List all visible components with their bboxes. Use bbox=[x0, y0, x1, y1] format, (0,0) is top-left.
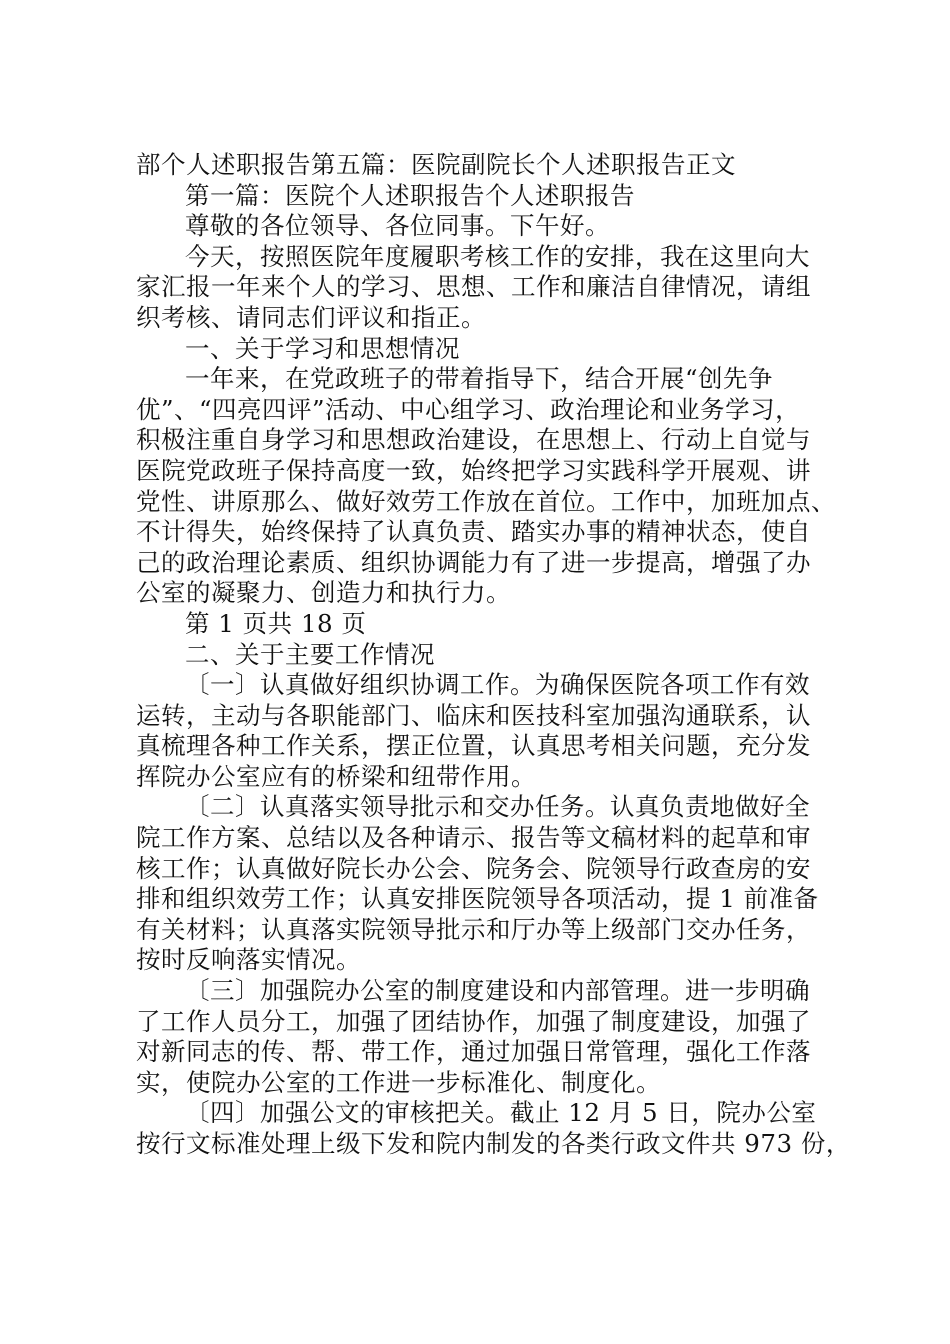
text-line: 第 1 页共 18 页 bbox=[185, 608, 367, 638]
text-line: 挥院办公室应有的桥梁和纽带作用。 bbox=[136, 761, 536, 791]
text-line: 按行文标准处理上级下发和院内制发的各类行政文件共 973 份， bbox=[136, 1129, 851, 1158]
text-line: 〔一〕认真做好组织协调工作。为确保医院各项工作有效 bbox=[185, 670, 810, 700]
text-line: 排和组织效劳工作；认真安排医院领导各项活动，提 1 前准备 bbox=[136, 884, 819, 914]
text-line: 不计得失，始终保持了认真负责、踏实办事的精神状态，使自 bbox=[136, 517, 811, 547]
text-line: 今天，按照医院年度履职考核工作的安排，我在这里向大 bbox=[185, 241, 810, 271]
text-line: 医院党政班子保持高度一致，始终把学习实践科学开展观、讲 bbox=[136, 455, 811, 485]
text-line: 实，使院办公室的工作进一步标准化、制度化。 bbox=[136, 1067, 661, 1097]
text-line: 按时反响落实情况。 bbox=[136, 945, 361, 975]
text-line: 〔二〕认真落实领导批示和交办任务。认真负责地做好全 bbox=[185, 792, 810, 822]
text-line: 部个人述职报告第五篇：医院副院长个人述职报告正文 bbox=[136, 150, 736, 179]
text-line: 运转，主动与各职能部门、临床和医技科室加强沟通联系，认 bbox=[136, 700, 811, 730]
text-line: 有关材料；认真落实院领导批示和厅办等上级部门交办任务， bbox=[136, 914, 811, 944]
text-line: 第一篇：医院个人述职报告个人述职报告 bbox=[185, 180, 635, 210]
text-line: 核工作；认真做好院长办公会、院务会、院领导行政查房的安 bbox=[136, 853, 811, 883]
text-line: 了工作人员分工，加强了团结协作，加强了制度建设，加强了 bbox=[136, 1006, 811, 1036]
text-line: 党性、讲原那么、做好效劳工作放在首位。工作中，加班加点、 bbox=[136, 486, 836, 516]
text-line: 一、关于学习和思想情况 bbox=[185, 333, 460, 363]
text-line: 织考核、请同志们评议和指正。 bbox=[136, 302, 486, 332]
text-line: 一年来，在党政班子的带着指导下，结合开展“创先争 bbox=[185, 364, 774, 394]
document-page bbox=[136, 150, 851, 1160]
text-line: 公室的凝聚力、创造力和执行力。 bbox=[136, 578, 511, 608]
text-line: 己的政治理论素质、组织协调能力有了进一步提高，增强了办 bbox=[136, 547, 811, 577]
text-line: 家汇报一年来个人的学习、思想、工作和廉洁自律情况，请组 bbox=[136, 272, 811, 302]
text-line: 优”、“四亮四评”活动、中心组学习、政治理论和业务学习， bbox=[136, 394, 801, 424]
text-line: 真梳理各种工作关系，摆正位置，认真思考相关问题，充分发 bbox=[136, 731, 811, 761]
text-line: 〔四〕加强公文的审核把关。截止 12 月 5 日，院办公室 bbox=[185, 1098, 817, 1128]
text-line: 院工作方案、总结以及各种请示、报告等文稿材料的起草和审 bbox=[136, 823, 811, 853]
text-line: 尊敬的各位领导、各位同事。下午好。 bbox=[185, 211, 610, 241]
text-line: 二、关于主要工作情况 bbox=[185, 639, 435, 669]
text-line: 积极注重自身学习和思想政治建设，在思想上、行动上自觉与 bbox=[136, 425, 811, 455]
text-line: 〔三〕加强院办公室的制度建设和内部管理。进一步明确 bbox=[185, 976, 810, 1006]
text-line: 对新同志的传、帮、带工作，通过加强日常管理，强化工作落 bbox=[136, 1037, 811, 1067]
